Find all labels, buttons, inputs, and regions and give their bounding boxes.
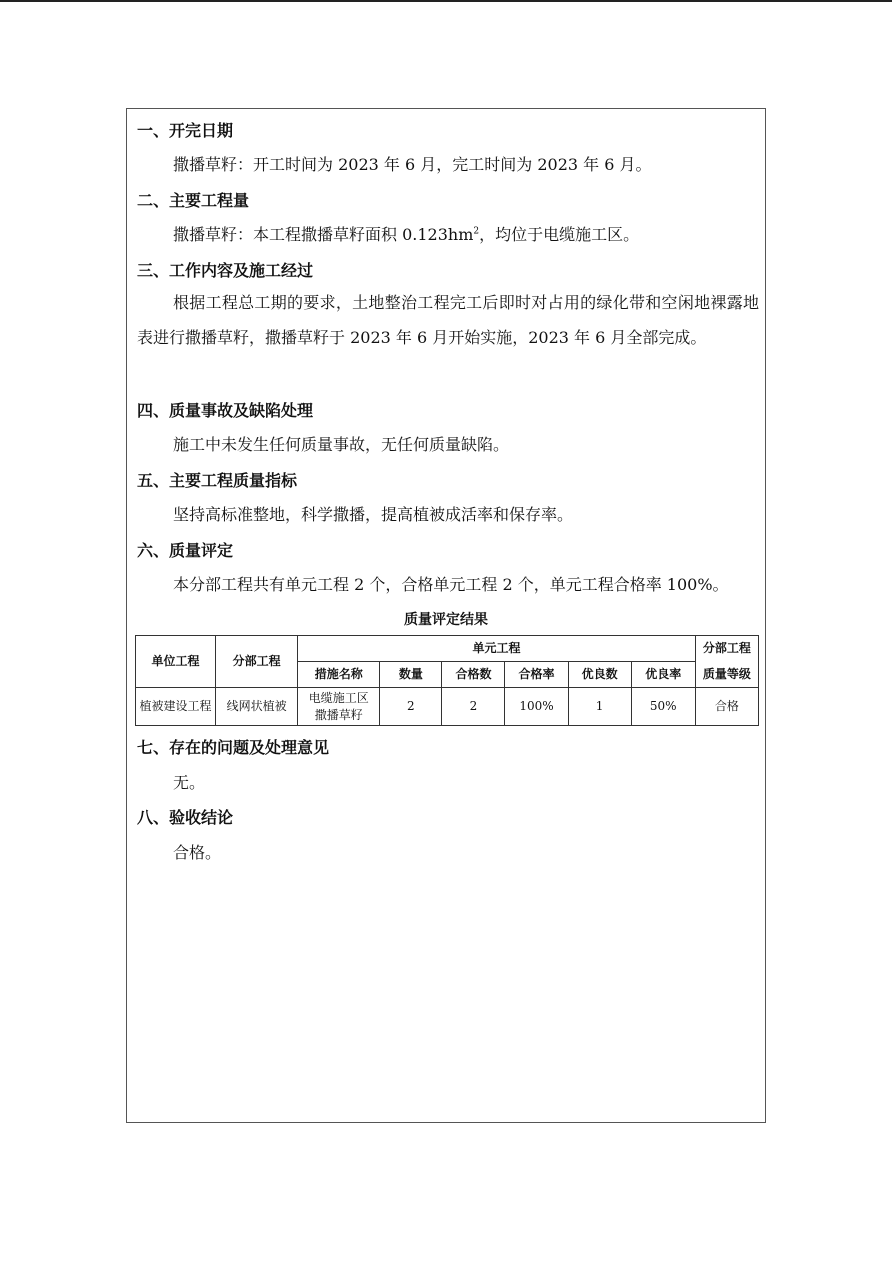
section-2-heading: 二、主要工程量	[137, 191, 250, 210]
header-quantity: 数量	[380, 662, 442, 688]
header-quality-grade	[695, 636, 758, 688]
table-caption: 质量评定结果	[404, 612, 488, 628]
header-excellent-rate: 优良率	[631, 662, 695, 688]
cell-excellent-count: 1	[568, 688, 631, 726]
cell-measure-line2: 撒播草籽	[314, 707, 363, 722]
section-1-heading: 一、开完日期	[137, 121, 234, 140]
section-7-heading: 七、存在的问题及处理意见	[137, 738, 330, 757]
section-5-heading: 五、主要工程质量指标	[137, 471, 298, 490]
section-7-text: 无。	[173, 773, 206, 792]
header-quality-grade-line1: 分部工程	[702, 641, 751, 655]
section-2-text-main: 撒播草籽：本工程撒播草籽面积 0.123hm	[173, 225, 474, 244]
section-1-text: 撒播草籽：开工时间为 2023 年 6 月，完工时间为 2023 年 6 月。	[173, 155, 652, 174]
section-2-text-tail: ，均位于电缆施工区。	[479, 225, 640, 244]
cell-sub-project: 线网状植被	[216, 688, 298, 726]
header-element-project: 单元工程	[298, 636, 696, 662]
cell-quality-grade: 合格	[695, 688, 758, 726]
header-measure-name: 措施名称	[298, 662, 380, 688]
header-qualified-count: 合格数	[442, 662, 505, 688]
cell-qualified-rate: 100%	[505, 688, 568, 726]
table-row	[136, 688, 759, 726]
section-6-text: 本分部工程共有单元工程 2 个，合格单元工程 2 个，单元工程合格率 100%。	[173, 575, 729, 594]
section-6-heading: 六、质量评定	[137, 541, 234, 560]
section-4-text: 施工中未发生任何质量事故，无任何质量缺陷。	[173, 435, 510, 454]
cell-excellent-rate: 50%	[631, 688, 695, 726]
section-2-superscript: 2	[473, 226, 480, 237]
header-excellent-count: 优良数	[568, 662, 631, 688]
cell-unit-project: 植被建设工程	[136, 688, 216, 726]
section-3-heading: 三、工作内容及施工经过	[137, 261, 314, 280]
document-frame	[126, 108, 766, 1123]
cell-measure-name	[298, 688, 380, 726]
section-5-text: 坚持高标准整地，科学撒播，提高植被成活率和保存率。	[173, 505, 574, 524]
section-4-heading: 四、质量事故及缺陷处理	[137, 401, 314, 420]
quality-evaluation-table	[135, 635, 759, 726]
cell-qualified-count: 2	[442, 688, 505, 726]
section-8-text: 合格。	[173, 843, 222, 862]
section-3-text: 根据工程总工期的要求，土地整治工程完工后即时对占用的绿化带和空闲地裸露地表进行撒播草籽，撒播草籽于 2023 年 6 月开始实施，2023 年 6 月全部完成。	[137, 293, 759, 347]
header-quality-grade-line2: 质量等级	[702, 667, 751, 681]
cell-measure-line1: 电缆施工区	[308, 690, 369, 705]
cell-quantity: 2	[380, 688, 442, 726]
header-sub-project: 分部工程	[216, 636, 298, 688]
page-top-border	[0, 0, 892, 2]
header-unit-project: 单位工程	[136, 636, 216, 688]
section-8-heading: 八、验收结论	[137, 808, 234, 827]
header-qualified-rate: 合格率	[505, 662, 568, 688]
section-2-text	[173, 222, 639, 245]
